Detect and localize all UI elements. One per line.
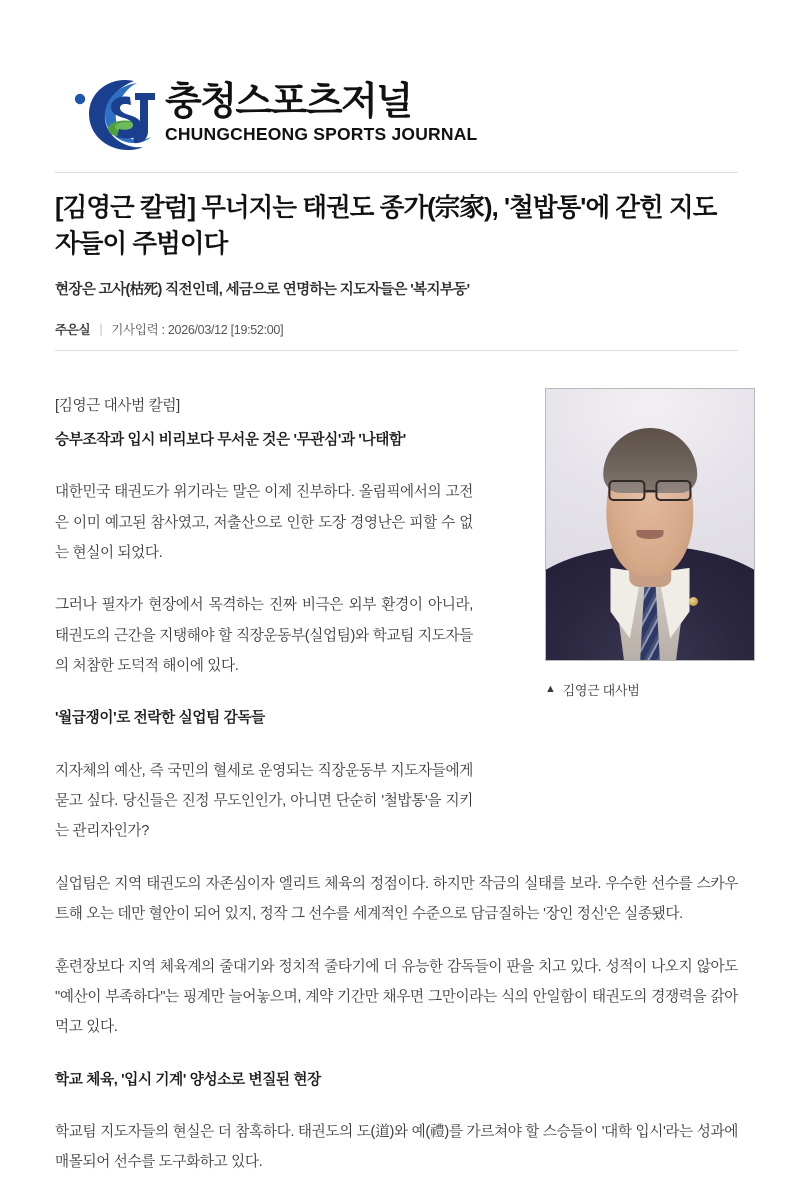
body-lead-bold: 승부조작과 입시 비리보다 무서운 것은 '무관심'과 '나태함': [55, 432, 406, 449]
body-paragraph-2: 그러나 필자가 현장에서 목격하는 진짜 비극은 외부 환경이 아니라, 태권도의 근간을 지탱해야 할 직장운동부(실업팀)와 학교팀 지도자들의 처참한 도덕적 해이에 있다.: [55, 597, 473, 675]
portrait-photo-image: [546, 389, 754, 660]
site-logo-text: [165, 83, 477, 145]
caption-text: 김영근 대사범: [562, 683, 640, 698]
section1-paragraph-1: 지자체의 예산, 즉 국민의 혈세로 운영되는 직장운동부 지도자들에게 묻고 싶다. 당신들은 진정 무도인인가, 아니면 단순히 '철밥통'을 지키는 관리자인가?: [55, 762, 473, 840]
site-masthead: [55, 0, 738, 160]
article-subheadline: 현장은 고사(枯死) 직전인데, 세금으로 연명하는 지도자들은 '복지부동': [55, 282, 470, 299]
article-byline: [55, 320, 738, 338]
byline-author[interactable]: 주은실: [55, 322, 91, 337]
section1-paragraph-3: 훈련장보다 지역 체육계의 줄대기와 정치적 줄타기에 더 유능한 감독들이 판을 치고 있다. 성적이 나오지 않아도 "예산이 부족하다"는 핑계만 늘어놓으며, 계약 기간만 채우면 그만이라는 식의 안일함이 태권도의 경쟁력을 갉아먹고 있다.: [55, 958, 738, 1036]
body-paragraph-1: 대한민국 태권도가 위기라는 말은 이제 진부하다. 올림픽에서의 고전은 이미 예고된 참사였고, 저출산으로 인한 도장 경영난은 피할 수 없는 현실이 되었다.: [55, 484, 473, 562]
article-headline: [김영근 칼럼] 무너지는 태권도 종가(宗家), '철밥통'에 갇힌 지도자들이 주범이다: [55, 194, 717, 259]
article-photo[interactable]: [545, 388, 755, 661]
section2-paragraph-1: 학교팀 지도자들의 현실은 더 참혹하다. 태권도의 도(道)와 예(禮)를 가르쳐야 할 스승들이 '대학 입시'라는 성과에 매몰되어 선수를 도구화하고 있다.: [55, 1123, 738, 1171]
site-name-english: CHUNGCHEONG SPORTS JOURNAL: [165, 123, 478, 144]
masthead-divider: [55, 172, 738, 173]
section-heading-1: '월급쟁이'로 전락한 실업팀 감독들: [55, 710, 265, 727]
sj-globe-emblem-icon: [71, 75, 157, 153]
byline-separator: |: [99, 321, 103, 336]
site-logo[interactable]: [71, 75, 477, 153]
section1-paragraph-2: 실업팀은 지역 태권도의 자존심이자 엘리트 체육의 정점이다. 하지만 작금의 실태를 보라. 우수한 선수를 스카우트해 오는 데만 혈안이 되어 있지, 정작 그 선수를 세계적인 수준으로 담금질하는 '장인 정신'은 실종됐다.: [55, 875, 738, 923]
byline-divider: [55, 350, 738, 351]
figure-caption: [545, 680, 757, 699]
site-name-korean: 충청스포츠저널: [165, 81, 412, 124]
section-heading-2: 학교 체육, '입시 기계' 양성소로 변질된 현장: [55, 1071, 321, 1088]
byline-timestamp: 기사입력 : 2026/03/12 [19:52:00]: [111, 322, 284, 337]
body-kicker: [김영근 대사범 칼럼]: [55, 397, 180, 414]
article-figure: [545, 388, 757, 699]
caption-triangle-icon: ▲: [545, 683, 556, 695]
